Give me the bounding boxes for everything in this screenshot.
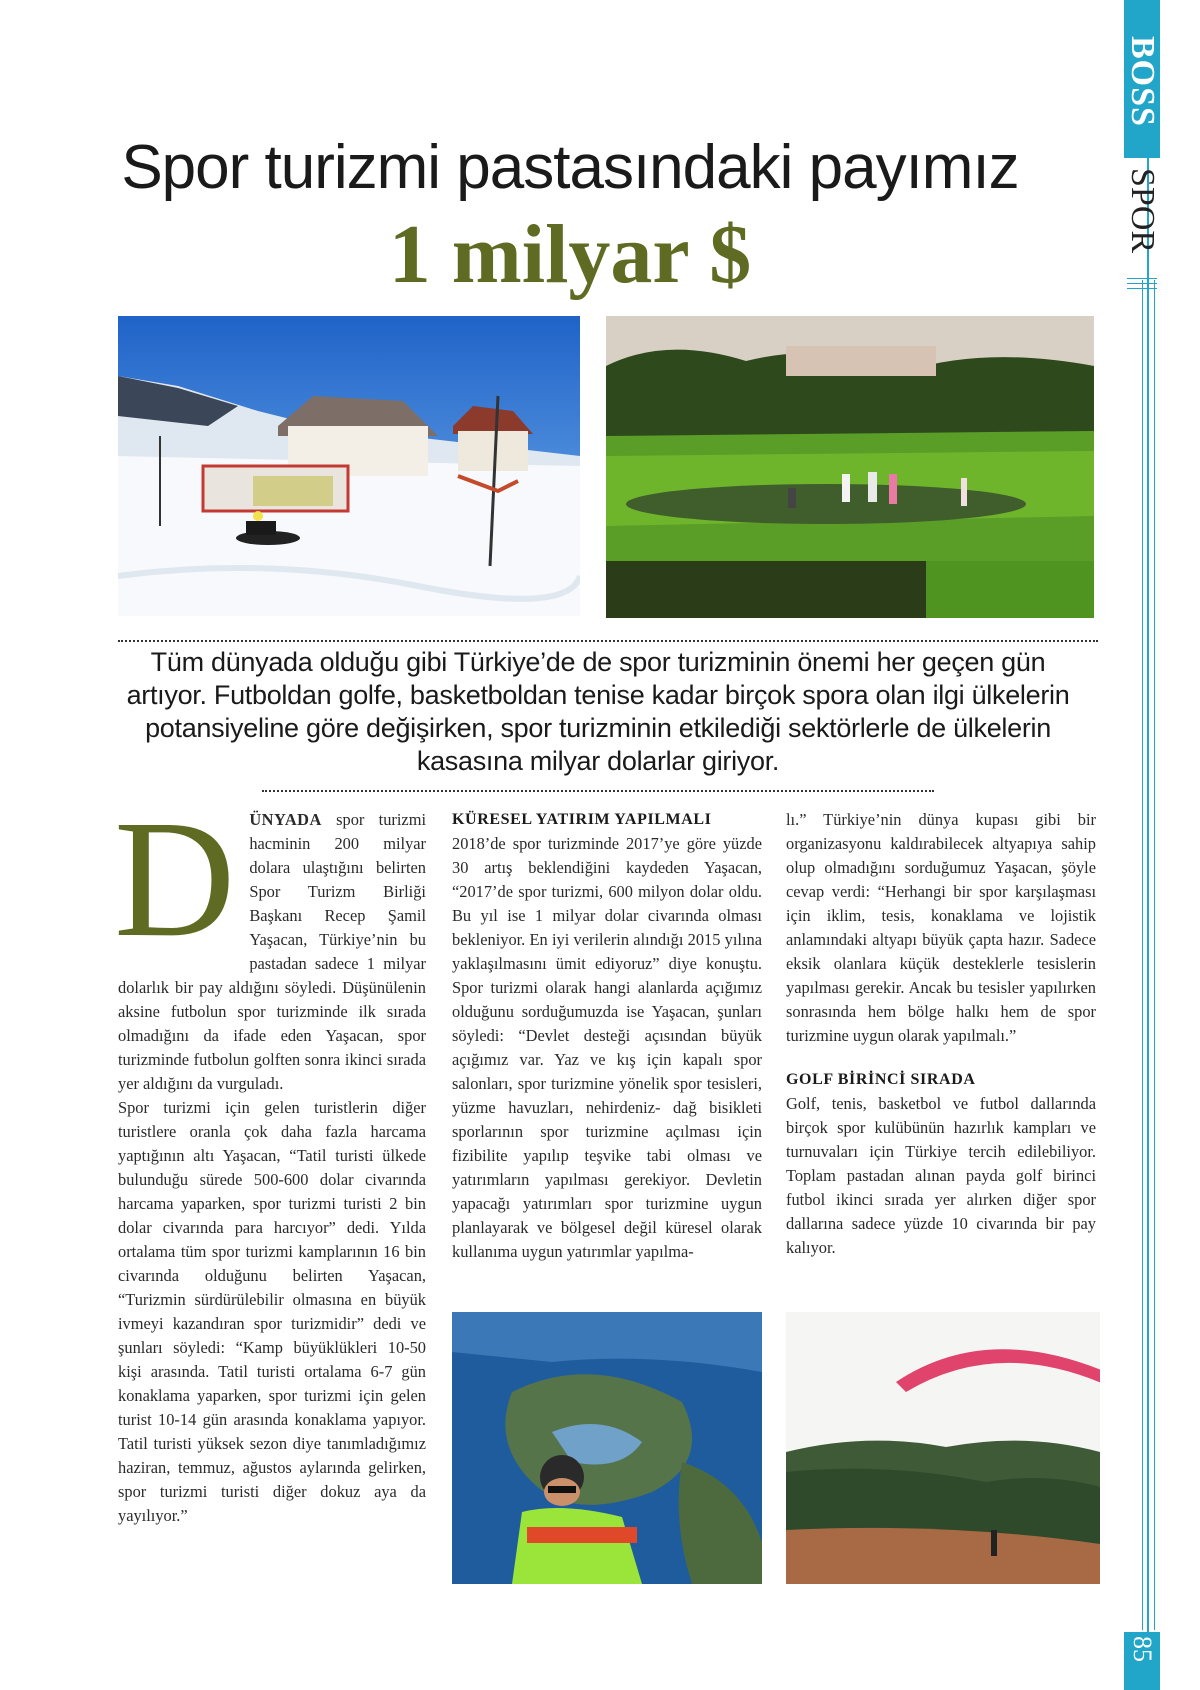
headline-figure: 1 milyar $ [388,208,752,301]
paragliding-landscape-photo [786,1312,1100,1584]
side-rule-left [1142,280,1143,1630]
lead-paragraph: Tüm dünyada olduğu gibi Türkiye’de de spor turizminin önemi her geçen gün artıyor. Futboldan golfe, basketboldan tenise kadar birçok spora olan ilgi ülkelerin potansiyeline göre değişirken, spor turizminin etkilediği sektörlerle de ülkelerin kasasına milyar dolarlar giriyor. [126,647,1070,776]
subheading: GOLF BİRİNCİ SIRADA [786,1071,976,1088]
section-label: SPOR [1124,168,1161,254]
lead-rule-bottom [262,790,934,792]
subheading: KÜRESEL YATIRIM YAPILMALI [452,811,712,828]
paraglider-selfie-photo [452,1312,762,1584]
drop-cap: D [114,786,236,972]
brand-label: BOSS [1124,36,1161,127]
side-rule-right [1154,280,1155,1630]
headline: Spor turizmi pastasındaki payımız [121,133,1019,202]
lead-rule-top [118,640,1098,642]
article-column-1 [114,786,426,1528]
article-paragraph: lı.” Türkiye’nin dünya kupası gibi bir organizasyonu kaldırabilecek altyapıya sahip olup olmadığını sorduğumuz Yaşacan, şöyle cevap verdi: “Herhangi bir spor karşılaşması için iklim, tesis, konaklama ve lojistik anlamındaki altyapı büyük çapta hazır. Sadece eksik olanlara küçük desteklerle tesislerin yapılması gerekir. Ancak bu tesisler yapılırken sonrasında hem bölge halkı hem de spor turizmine uygun olarak yapılmalı.” [786,810,1096,1045]
lead-word: ÜNYADA [249,810,322,829]
page-number-tab [1124,1632,1160,1690]
article-column-3 [786,808,1096,1260]
page-number: 85 [1128,1636,1157,1662]
article-paragraph: Spor turizmi için gelen turistlerin diğer turistlere oranla çok daha fazla harcama yaptığının altı Yaşacan, “Tatil turisti ülkede bulunduğu sürede 500-600 dolar civarında harcama yaparken, spor turizmi turisti 2 bin dolar civarında para harcıyor” dedi. Yılda ortalama tüm spor turizmi kamplarının 16 bin civarında olduğunu belirten Yaşacan, “Turizmin sürdürülebilir olmasına en büyük ivmeyi kazandıran spor turizmidir” dedi ve şunları söyledi: “Kamp büyüklükleri 10-50 kişi arasında. Tatil turisti ortalama 6-7 gün konaklama yaparken, spor turizmi için gelen turist 10-14 gün arasında konaklama yapıyor. Tatil turisti yüksek sezon diye tanımladığımız haziran, temmuz, ağustos aylarında gelirken, spor turizmi turisti diğer dokuz aya da yayılıyor.” [118,1098,426,1525]
ski-resort-photo [118,316,580,616]
article-paragraph: 2018’de spor turizminde 2017’ye göre yüzde 30 artış beklendiğini kaydeden Yaşacan, “2017’de spor turizmi, 600 milyon dolar oldu. Bu yıl ise 1 milyar dolar civarında olması bekleniyor. En iyi verilerin alındığı 2015 yılına yaklaşılmasını ümit ediyoruz” diye konuştu. Spor turizmi olarak hangi alanlarda açığımız olduğunu sorduğumuzda ise Yaşacan, şunları söyledi: “Devlet desteği açısından büyük açığımız var. Yaz ve kış için kapalı spor salonları, spor turizmine yönelik spor tesisleri, yüzme havuzları, nehirdeniz- dağ bisikleti sporlarının spor turizmine açılması için fizibilite yapılıp teşvike tabi olması ve yatırımların yapılması gerekiyor. Devletin yapacağı yatırımları spor turizmine uygun planlayarak ve bölgesel değil küresel olarak kullanıma uygun yatırımlar yapılma- [452,834,762,1261]
golf-course-photo [606,316,1094,618]
article-column-2 [452,808,762,1264]
article-paragraph: Golf, tenis, basketbol ve futbol dallarında birçok spor kulübünün hazırlık kampları ve turnuvaları için Türkiye tercih edilebiliyor. Toplam pastadan alınan payda golf birinci futbol ikinci sırada yer alırken diğer spor dallarına sadece yüzde 10 civarında bir pay kalıyor. [786,1094,1096,1257]
article-text: spor turizmi hacminin 200 milyar dolara ulaştığını belirten Spor Turizm Birliği Başkanı Recep Şamil Yaşacan, Türkiye’nin bu pastadan sadece 1 milyar dolarlık bir pay aldığını söyledi. Düşünülenin aksine futbolun spor turizminde ilk sırada olmadığını da ifade eden Yaşacan, spor turizminde futbolun golften sonra ikinci sırada yer aldığını da vurguladı. [118,810,426,1093]
